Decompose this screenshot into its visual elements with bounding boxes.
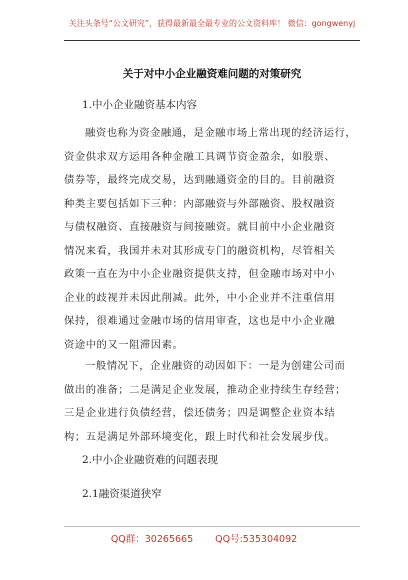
paragraph-line: 企业的歧视并未因此削减。此外，中小企业并不注重信用 (64, 291, 336, 304)
document-title: 关于对中小企业融资难问题的对策研究 (122, 68, 302, 80)
footer-contact (0, 531, 408, 545)
footer-qq-number: QQ号:535304092 (215, 534, 298, 545)
paragraph-line: 做出的准备；二是满足企业发展，推动企业持续生存经营； (64, 383, 347, 396)
section-1-paragraph-1 (64, 122, 358, 357)
paragraph-line: 资金供求双方运用各种金融工具调节资金盈余，如股票、 (64, 150, 336, 163)
paragraph-line: 一般情况下，企业融资的动因如下：一是为创建公司而 (85, 360, 346, 372)
footer-divider (64, 526, 360, 527)
section-1-heading: 1.中小企业融资基本内容 (82, 99, 198, 111)
paragraph-line: 与债权融资、直接融资与间接融资。就目前中小企业融资 (64, 221, 336, 233)
header-divider (64, 40, 360, 41)
section-2-1-heading: 2.1融资渠道狭窄 (82, 488, 162, 500)
section-2-heading: 2.中小企业融资难的问题表现 (82, 454, 219, 466)
paragraph-line: 三是企业进行负债经营，偿还债务；四是调整企业资本结 (64, 407, 336, 419)
footer-qq-group: QQ群：30265665 (110, 534, 194, 545)
section-1-paragraph-2 (64, 355, 358, 449)
paragraph-line: 情况来看，我国并未对其形成专门的融资机构，尽管相关 (64, 244, 336, 257)
paragraph-line: 融资也称为资金融通，是金融市场上常出现的经济运行， (85, 127, 357, 139)
paragraph-line: 种类主要包括如下三种：内部融资与外部融资、股权融资 (64, 197, 336, 210)
paragraph-line: 保持，很难通过金融市场的信用审查，这也是中小企业融 (64, 315, 336, 327)
header-promo-text: 关注头条号“公文研究”，获得最新最全最专业的公文资料库！ 微信：gongwenyj (68, 19, 356, 28)
paragraph-line: 构；五是满足外部环境变化，跟上时代和社会发展步伐。 (64, 430, 336, 443)
paragraph-line: 资途中的又一阻滞因素。 (64, 338, 184, 351)
paragraph-line: 政策一直在为中小企业融资提供支持，但金融市场对中小 (64, 268, 336, 280)
paragraph-line: 债券等，最终完成交易，达到融通资金的目的。目前融资 (64, 174, 336, 186)
